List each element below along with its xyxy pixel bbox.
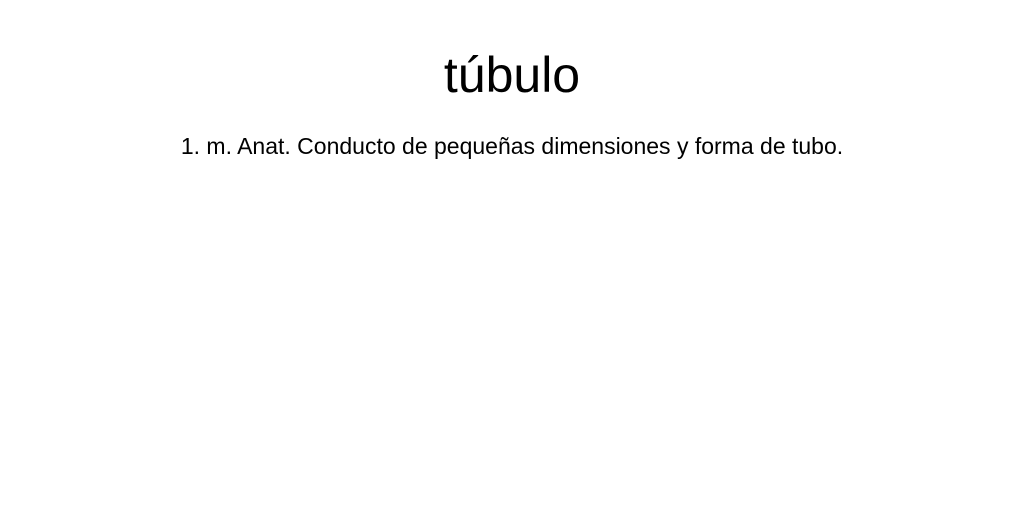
definition-1: 1. m. Anat. Conducto de pequeñas dimensiones y forma de tubo. [180, 133, 844, 159]
headword: túbulo [443, 47, 581, 103]
